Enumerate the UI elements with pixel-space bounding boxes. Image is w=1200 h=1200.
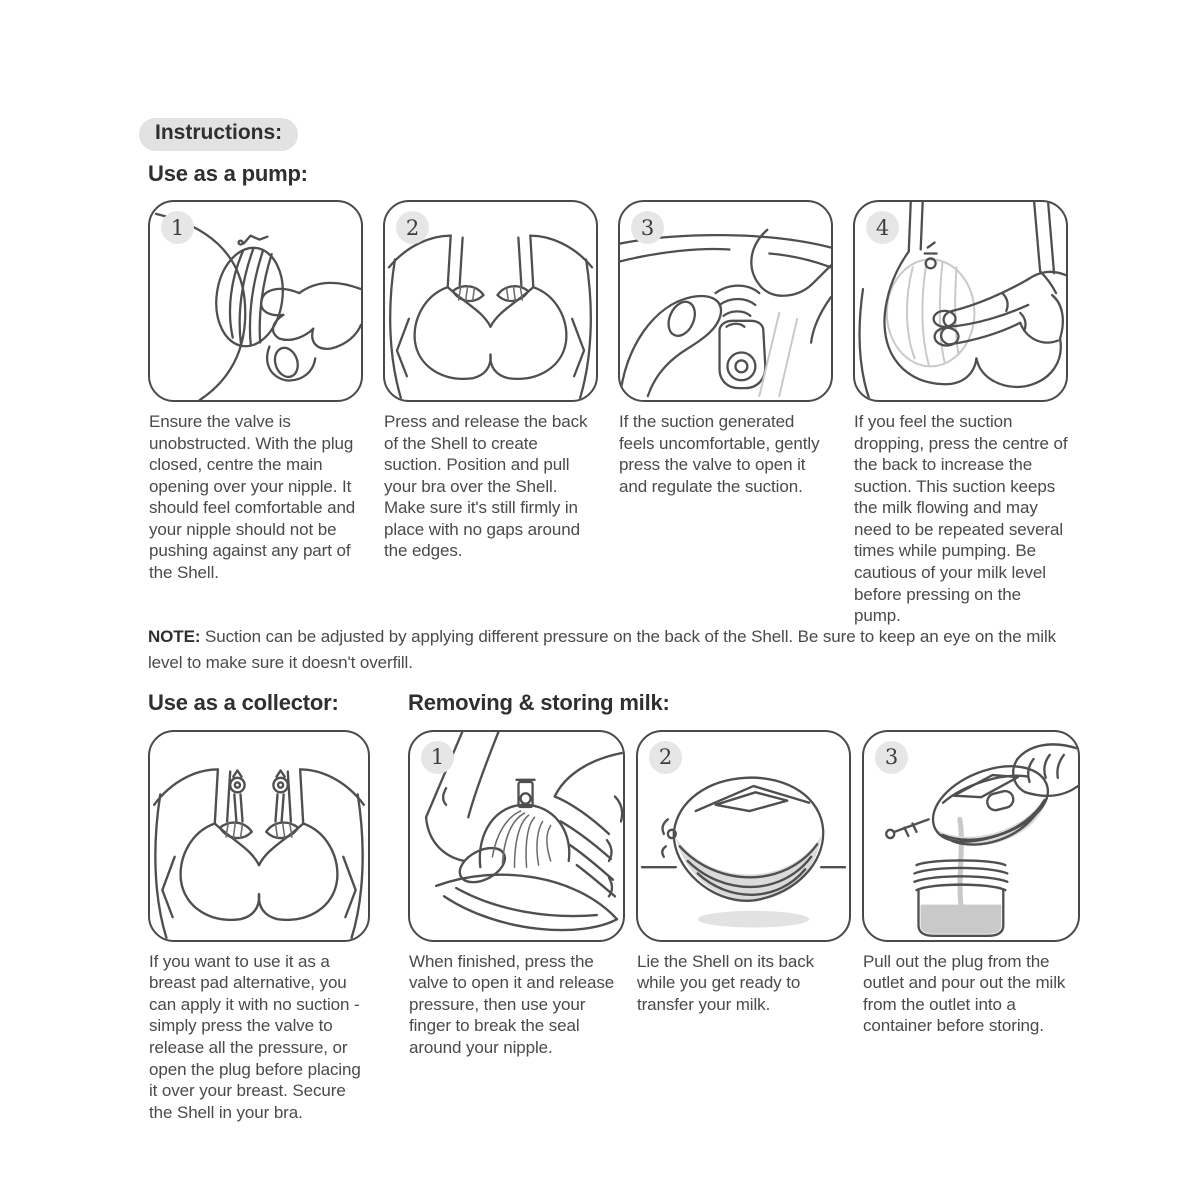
bra-with-shells-and-open-plugs-illustration xyxy=(150,732,368,940)
pump-step-2-card xyxy=(383,200,598,562)
removing-step-3-panel xyxy=(862,730,1080,942)
removing-steps-group xyxy=(408,730,1080,1059)
pump-step-4-caption: If you feel the suction dropping, press the centre of the back to increase the suction. This suction keeps the milk flowing and may need to be repeated several times while pumping. Be cautious of your milk level before pressing on the pump. xyxy=(854,412,1068,626)
collector-panel xyxy=(148,730,370,942)
pump-step-3-caption: If the suction generated feels uncomfortable, gently press the valve to open it and regulate the suction. xyxy=(619,412,820,496)
step-number-badge: 3 xyxy=(631,211,664,244)
removing-section-heading: Removing & storing milk: xyxy=(408,689,670,715)
pump-step-2-panel xyxy=(383,200,598,402)
pump-step-4-card xyxy=(853,200,1068,627)
bottom-headings-row xyxy=(148,690,1080,716)
removing-step-1-caption: When finished, press the valve to open it and release pressure, then use your finger to break the seal around your nipple. xyxy=(409,951,615,1057)
step-number-badge: 2 xyxy=(396,211,429,244)
collector-step-card xyxy=(148,730,370,1124)
collector-section-heading: Use as a collector: xyxy=(148,689,339,715)
pump-step-1-caption: Ensure the valve is unobstructed. With the plug closed, centre the main opening over your nipple. It should feel comfortable and your nipple should not be pushing against any part of the Shell. xyxy=(149,412,356,583)
note-paragraph xyxy=(148,624,1073,676)
instructions-title: Instructions: xyxy=(139,118,298,151)
pump-step-1-panel xyxy=(148,200,363,402)
removing-step-1-card xyxy=(408,730,625,1059)
step-number-badge: 3 xyxy=(875,741,908,774)
pump-steps-row xyxy=(148,200,1080,626)
removing-step-1-panel xyxy=(408,730,625,942)
removing-step-2-card xyxy=(636,730,851,1059)
removing-step-2-panel xyxy=(636,730,851,942)
pump-section-heading: Use as a pump: xyxy=(148,161,308,186)
note-label: NOTE: xyxy=(148,627,201,646)
removing-step-2-caption: Lie the Shell on its back while you get ready to transfer your milk. xyxy=(637,951,815,1014)
step-number-badge: 2 xyxy=(649,741,682,774)
removing-step-3-caption: Pull out the plug from the outlet and pour out the milk from the outlet into a container before storing. xyxy=(863,951,1066,1036)
note-text: Suction can be adjusted by applying different pressure on the back of the Shell. Be sure to keep an eye on the milk level to make sure it doesn't overfill. xyxy=(148,627,1057,672)
step-number-badge: 4 xyxy=(866,211,899,244)
pump-step-2-caption: Press and release the back of the Shell to create suction. Position and pull your bra over the Shell. Make sure it's still firmly in place with no gaps around the edges. xyxy=(384,412,588,561)
step-number-badge: 1 xyxy=(421,741,454,774)
collector-caption: If you want to use it as a breast pad alternative, you can apply it with no suction - simply press the valve to release all the pressure, or open the plug before placing it over your breast. Secure the Shell in your bra. xyxy=(149,951,361,1122)
pump-step-3-card xyxy=(618,200,833,497)
removing-step-3-card xyxy=(862,730,1080,1059)
pump-step-3-panel xyxy=(618,200,833,402)
pump-step-1-card xyxy=(148,200,363,584)
step-number-badge: 1 xyxy=(161,211,194,244)
pump-step-4-panel xyxy=(853,200,1068,402)
bottom-steps-row xyxy=(148,730,1080,1124)
